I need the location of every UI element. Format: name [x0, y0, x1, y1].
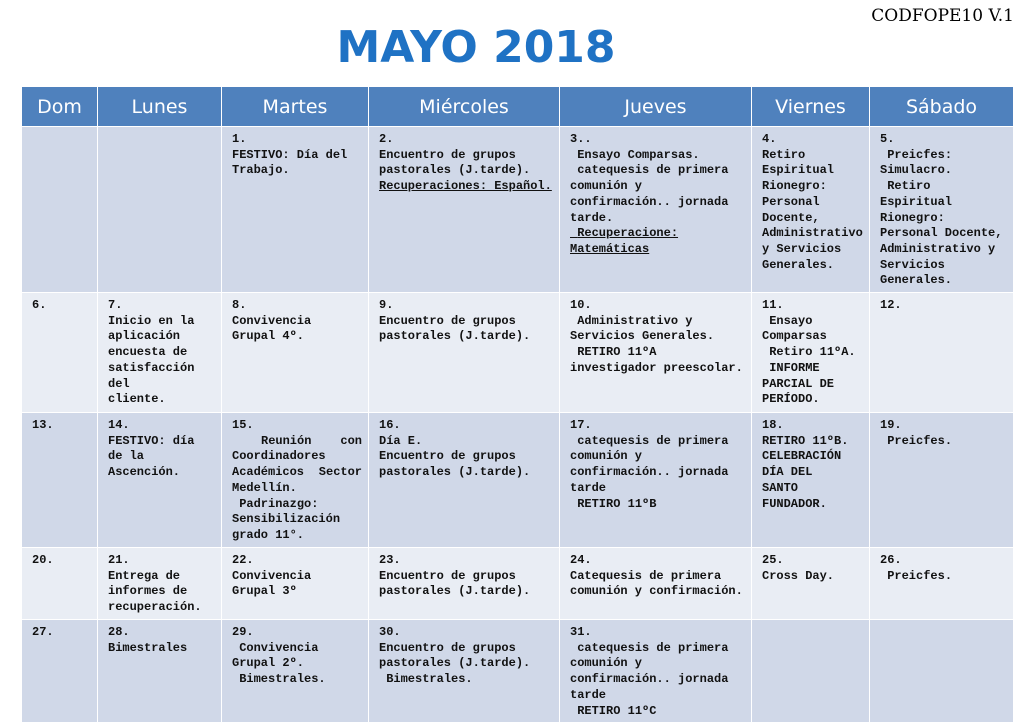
event-text: Simulacro. [880, 163, 953, 178]
event-text: pastorales (J.tarde). [379, 163, 531, 178]
event-text: Grupal 3º [232, 584, 297, 599]
day-cell [369, 293, 560, 413]
week-row [22, 548, 1014, 620]
event-text: pastorales (J.tarde). [379, 656, 531, 671]
day-cell [560, 620, 752, 723]
day-cell [870, 293, 1014, 413]
day-number: 20. [32, 553, 54, 568]
event-text: confirmación.. jornada [570, 194, 729, 209]
event-text: Encuentro de grupos [379, 568, 516, 583]
day-number: 6. [32, 298, 47, 313]
event-text: CELEBRACIÓN [762, 449, 842, 464]
event-text: Rionegro: [762, 179, 827, 194]
day-cell [752, 548, 870, 620]
day-number: 15. [232, 418, 254, 433]
day-number: 3.. [570, 132, 592, 146]
event-text: Personal Docente, [880, 226, 1003, 241]
event-text: satisfacción del [108, 360, 202, 391]
event-text: tarde [570, 480, 607, 495]
event-text: Docente, [762, 210, 820, 225]
weekday-header: Jueves [560, 87, 752, 127]
day-number: 26. [880, 553, 902, 568]
week-row [22, 293, 1014, 413]
day-number: 22. [232, 553, 254, 568]
event-text: encuesta de [108, 345, 188, 360]
day-cell [222, 548, 369, 620]
weekday-header: Lunes [98, 87, 222, 127]
event-text: Ascención. [108, 465, 181, 480]
day-number: 4. [762, 132, 777, 146]
event-text: Generales. [880, 273, 953, 288]
day-cell [560, 413, 752, 548]
day-number: 11. [762, 298, 784, 313]
day-cell [22, 293, 98, 413]
event-text: de la [108, 449, 145, 464]
event-text: Reunión con [232, 433, 363, 448]
event-text: Recuperaciones: Español. [379, 179, 552, 194]
event-text: Bimestrales [108, 640, 188, 655]
day-number: 5. [880, 132, 895, 146]
day-cell [870, 620, 1014, 723]
weekday-header: Dom [22, 87, 98, 127]
event-text: Servicios Generales. [570, 329, 715, 344]
event-text: comunión y [570, 179, 643, 194]
day-number: 2. [379, 132, 394, 146]
day-cell [369, 413, 560, 548]
event-text: Retiro [762, 147, 806, 162]
event-text: SANTO [762, 480, 799, 495]
day-number: 21. [108, 553, 130, 568]
day-number: 9. [379, 298, 394, 313]
weekday-header: Martes [222, 87, 369, 127]
day-cell [98, 413, 222, 548]
day-number: 24. [570, 553, 592, 568]
event-text: Coordinadores [232, 449, 326, 464]
event-text: pastorales (J.tarde). [379, 584, 531, 599]
day-cell [752, 620, 870, 723]
event-text: Día E. [379, 433, 423, 448]
day-number: 23. [379, 553, 401, 568]
event-text: RETIRO 11ºC [570, 703, 657, 718]
event-text: Comparsas [762, 329, 827, 344]
event-text: Convivencia [232, 640, 319, 655]
day-cell [22, 127, 98, 293]
event-text: Trabajo. [232, 163, 290, 178]
event-text: pastorales (J.tarde). [379, 465, 531, 480]
day-number: 16. [379, 418, 401, 433]
event-text: Administrativo [762, 226, 863, 241]
event-text: informes de [108, 584, 188, 599]
event-text: grado 11°. [232, 527, 305, 542]
day-cell [870, 548, 1014, 620]
event-text: confirmación.. jornada [570, 672, 729, 687]
day-number: 31. [570, 625, 592, 640]
day-cell [98, 293, 222, 413]
event-text: Convivencia [232, 568, 312, 583]
day-cell [98, 127, 222, 293]
day-cell [752, 127, 870, 293]
week-row [22, 620, 1014, 723]
event-text: PERÍODO. [762, 392, 820, 407]
day-cell [22, 413, 98, 548]
event-text: recuperación. [108, 600, 202, 615]
day-number: 27. [32, 625, 54, 640]
event-text: Encuentro de grupos [379, 147, 516, 162]
day-cell [560, 293, 752, 413]
day-number: 12. [880, 298, 902, 313]
event-text: Generales. [762, 257, 835, 272]
weekday-header: Miércoles [369, 87, 560, 127]
event-text: aplicación [108, 329, 181, 344]
event-text: FESTIVO: Día del [232, 147, 348, 162]
day-cell [752, 413, 870, 548]
day-cell [22, 548, 98, 620]
day-number: 8. [232, 298, 247, 313]
event-text: Padrinazgo: [232, 496, 319, 511]
day-cell [369, 620, 560, 723]
event-text: catequesis de primera [570, 640, 729, 655]
day-number: 30. [379, 625, 401, 640]
event-text: Encuentro de grupos [379, 313, 516, 328]
day-number: 10. [570, 298, 592, 313]
event-text: DÍA DEL [762, 465, 813, 480]
event-text: Personal [762, 194, 820, 209]
event-text: RETIRO 11ºA [570, 345, 657, 360]
event-text: Rionegro: [880, 210, 945, 225]
event-text: INFORME [762, 360, 820, 375]
day-number: 14. [108, 418, 130, 433]
event-text: Espiritual [762, 163, 835, 178]
event-text: Retiro 11ºA. [762, 345, 856, 360]
event-text: Medellín. [232, 480, 297, 495]
event-text: comunión y [570, 449, 643, 464]
event-text: Inicio en la [108, 313, 195, 328]
event-text: Preicfes: [880, 147, 953, 162]
event-text: Catequesis de primera [570, 568, 722, 583]
event-text: comunión y confirmación. [570, 584, 743, 599]
page-title: MAYO 2018 [336, 22, 616, 73]
event-text: Grupal 2º. [232, 656, 305, 671]
event-text: Servicios [880, 257, 945, 272]
event-text: Académicos Sector [232, 465, 362, 480]
event-text: catequesis de primera [570, 433, 729, 448]
event-text: Encuentro de grupos [379, 640, 516, 655]
day-cell [560, 127, 752, 293]
event-text: PARCIAL DE [762, 376, 835, 391]
event-text: FESTIVO: día [108, 433, 195, 448]
day-number: 29. [232, 625, 254, 640]
document-code: CODFOPE10 V.1 [871, 6, 1014, 26]
event-text: FUNDADOR. [762, 496, 827, 511]
event-text: cliente. [108, 392, 166, 407]
event-text: comunión y [570, 656, 643, 671]
event-text: Bimestrales. [379, 672, 473, 687]
day-number: 1. [232, 132, 247, 146]
event-text: pastorales (J.tarde). [379, 329, 531, 344]
day-number: 13. [32, 418, 54, 433]
event-text: y Servicios [762, 241, 842, 256]
calendar-table [21, 86, 1014, 723]
event-text: Preicfes. [880, 433, 953, 448]
event-text: tarde. [570, 210, 614, 225]
event-text: Bimestrales. [232, 672, 326, 687]
day-cell [560, 548, 752, 620]
day-cell [870, 413, 1014, 548]
day-cell [752, 293, 870, 413]
day-cell [222, 293, 369, 413]
week-row [22, 127, 1014, 293]
day-number: 28. [108, 625, 130, 640]
day-number: 7. [108, 298, 123, 313]
weekday-header-row [22, 87, 1014, 127]
weekday-header: Viernes [752, 87, 870, 127]
event-text: Convivencia [232, 313, 312, 328]
event-text: investigador preescolar. [570, 360, 743, 375]
day-number: 17. [570, 418, 592, 433]
event-text: RETIRO 11ºB [570, 496, 657, 511]
event-text: Ensayo Comparsas. [570, 147, 700, 162]
event-text: Cross Day. [762, 568, 835, 583]
day-cell [369, 127, 560, 293]
day-cell [870, 127, 1014, 293]
event-text: Ensayo [762, 313, 813, 328]
week-row [22, 413, 1014, 548]
day-cell [222, 620, 369, 723]
event-text: confirmación.. jornada [570, 465, 729, 480]
event-text: Grupal 4º. [232, 329, 305, 344]
event-text: Retiro Espiritual [880, 179, 953, 209]
event-text: Administrativo y [570, 313, 693, 328]
event-text: Encuentro de grupos [379, 449, 516, 464]
event-text: Preicfes. [880, 568, 953, 583]
day-cell [369, 548, 560, 620]
event-text: catequesis de primera [570, 163, 729, 178]
event-text: Entrega de [108, 568, 181, 583]
day-cell [22, 620, 98, 723]
event-text: tarde [570, 687, 607, 702]
event-text: Administrativo y [880, 241, 996, 256]
event-text: Sensibilización [232, 512, 341, 527]
day-cell [98, 548, 222, 620]
day-number: 18. [762, 418, 784, 433]
day-number: 25. [762, 553, 784, 568]
event-text: RETIRO 11ºB. [762, 433, 849, 448]
day-cell [98, 620, 222, 723]
day-cell [222, 413, 369, 548]
day-cell [222, 127, 369, 293]
event-text: Recuperacione: [570, 226, 679, 241]
day-number: 19. [880, 418, 902, 433]
weekday-header: Sábado [870, 87, 1014, 127]
event-text: Matemáticas [570, 241, 650, 256]
